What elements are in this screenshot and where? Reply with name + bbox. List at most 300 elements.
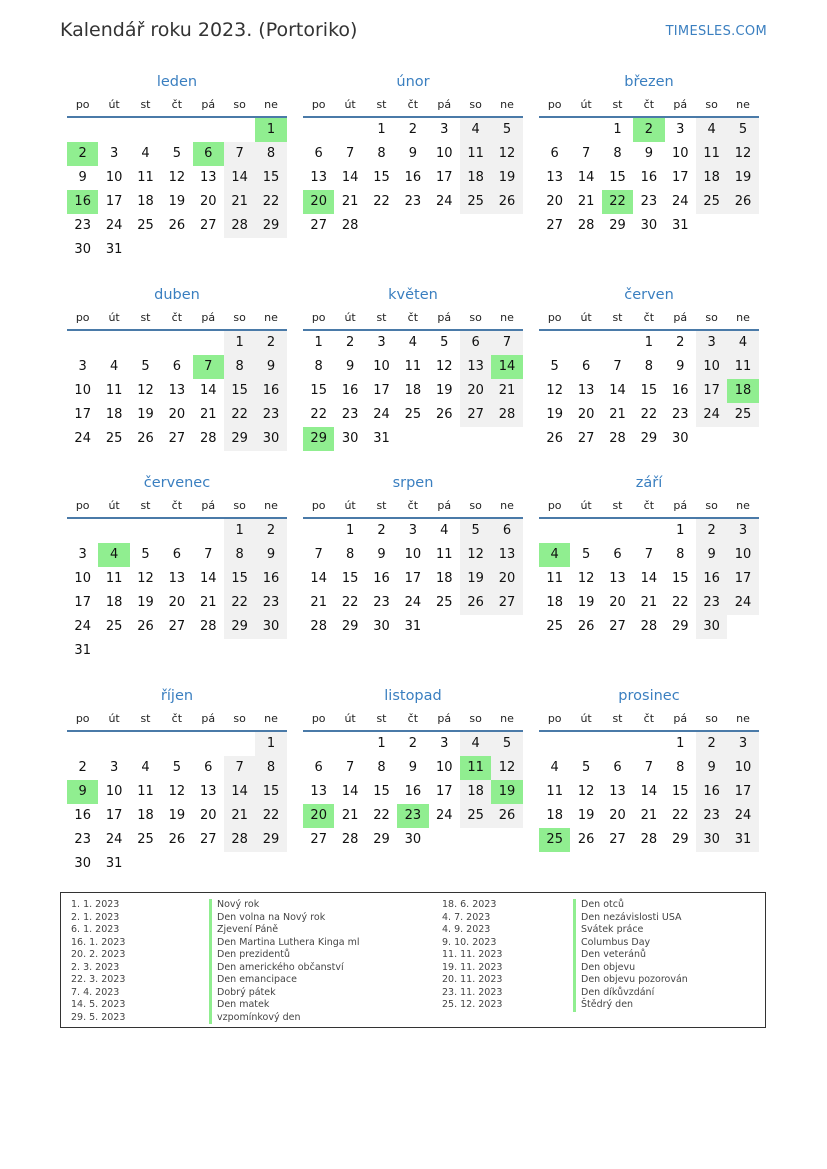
day-cell: 20 (609, 595, 626, 610)
day-cell: 29 (671, 832, 689, 847)
day-cell: 10 (74, 571, 91, 586)
day-cell: 6 (581, 359, 591, 374)
empty-cell (161, 732, 192, 756)
week-row (539, 166, 759, 190)
week-row (539, 118, 759, 142)
day-cell: 6 (314, 146, 323, 161)
day-cell: 8 (377, 146, 386, 161)
day-cell: 19 (577, 595, 595, 610)
day-cell: 19 (168, 194, 186, 209)
weekday-label: st (140, 311, 151, 324)
day-cell: 27 (199, 218, 217, 233)
empty-cell (633, 519, 664, 543)
weekday-label: čt (407, 98, 419, 111)
day-cell: 10 (105, 170, 123, 185)
day-cell: 20 (577, 407, 595, 422)
day-cell: 17 (404, 571, 422, 586)
day-cell: 13 (168, 571, 186, 586)
weekday-label: so (233, 311, 246, 324)
day-cell: 26 (577, 832, 595, 847)
day-cell: 7 (345, 146, 355, 161)
day-cell: 21 (640, 595, 658, 610)
day-cell: 14 (609, 383, 626, 398)
month-name: říjen (160, 688, 194, 704)
day-cell: 28 (199, 619, 217, 634)
weekday-label: pá (437, 499, 452, 512)
day-cell: 15 (341, 571, 359, 586)
weekend-day-cell: 1 (255, 732, 286, 756)
weekend-day-cell: 28 (224, 828, 255, 852)
day-cell: 28 (609, 431, 626, 446)
day-cell: 2 (377, 523, 386, 538)
week-row (67, 166, 287, 190)
weekend-day-cell: 3 (696, 331, 727, 355)
legend-holiday-name: Den otců (573, 899, 688, 912)
weekend-day-cell: 10 (727, 543, 758, 567)
day-cell: 31 (74, 643, 91, 658)
weekday-header (303, 495, 523, 519)
month-name: červenec (143, 475, 211, 491)
day-cell: 29 (341, 619, 359, 634)
weekday-label: so (705, 98, 718, 111)
week-row (67, 214, 287, 238)
day-cell: 26 (577, 619, 595, 634)
empty-cell (161, 639, 192, 663)
day-cell: 25 (404, 407, 422, 422)
week-row (539, 331, 759, 355)
day-cell: 4 (440, 523, 449, 538)
weekend-day-cell: 26 (460, 591, 491, 615)
weekend-day-cell: 23 (696, 591, 727, 615)
weekend-day-cell: 7 (224, 142, 255, 166)
weekday-label: út (344, 311, 356, 324)
empty-cell (224, 639, 255, 663)
weekday-header (67, 495, 287, 519)
weekend-day-cell: 23 (255, 591, 286, 615)
day-cell: 17 (373, 383, 390, 398)
legend-date: 22. 3. 2023 (71, 974, 126, 985)
weekend-day-cell: 11 (727, 355, 758, 379)
day-cell: 27 (577, 431, 595, 446)
weekend-day-cell: 17 (727, 567, 758, 591)
day-cell: 9 (377, 547, 386, 562)
legend-date: 25. 12. 2023 (442, 999, 503, 1010)
empty-cell (98, 118, 129, 142)
day-cell: 15 (671, 571, 689, 586)
weekday-label: st (140, 499, 151, 512)
day-cell: 19 (546, 407, 563, 422)
legend-date: 23. 11. 2023 (442, 986, 503, 998)
empty-cell (193, 732, 224, 756)
weekday-label: ne (264, 98, 278, 111)
empty-cell (366, 214, 397, 238)
weekend-day-cell: 16 (696, 567, 727, 591)
day-cell: 1 (377, 122, 386, 137)
day-cell: 30 (74, 242, 91, 257)
weekend-day-cell: 11 (696, 142, 727, 166)
weekday-label: po (75, 311, 90, 324)
day-cell: 8 (644, 359, 653, 374)
month-name: prosinec (618, 688, 680, 704)
day-cell: 1 (345, 523, 355, 538)
day-cell: 6 (613, 760, 622, 775)
day-cell: 1 (676, 523, 685, 538)
legend-dates-right (442, 899, 502, 1012)
day-cell: 21 (310, 595, 327, 610)
day-cell: 18 (137, 194, 154, 209)
day-cell: 28 (640, 619, 658, 634)
empty-cell (130, 519, 161, 543)
weekday-label: so (705, 311, 718, 324)
weekend-day-cell: 4 (696, 118, 727, 142)
weekend-day-cell: 31 (727, 828, 758, 852)
holiday-day-cell: 14 (491, 355, 522, 379)
empty-cell (727, 214, 758, 238)
holiday-day-cell: 18 (727, 379, 758, 403)
empty-cell (224, 852, 255, 876)
empty-cell (193, 852, 224, 876)
weekday-header (67, 94, 287, 118)
weekday-header (539, 94, 759, 118)
weekday-label: po (311, 311, 326, 324)
weekend-day-cell: 15 (255, 780, 286, 804)
week-row (303, 118, 523, 142)
day-cell: 17 (435, 170, 453, 185)
day-cell: 5 (141, 359, 150, 374)
weekday-label: ne (736, 499, 750, 512)
day-cell: 17 (74, 407, 91, 422)
legend-date: 20. 2. 2023 (71, 949, 126, 960)
week-row (539, 615, 759, 639)
empty-cell (255, 852, 286, 876)
empty-cell (602, 331, 633, 355)
day-cell: 11 (546, 784, 563, 799)
weekday-label: po (75, 499, 90, 512)
legend-holiday-name: Den Martina Luthera Kinga ml (209, 937, 360, 950)
day-cell: 3 (78, 359, 87, 374)
day-cell: 27 (609, 619, 626, 634)
day-cell: 4 (141, 146, 150, 161)
weekday-label: po (547, 712, 562, 725)
week-row (303, 355, 523, 379)
day-cell: 17 (435, 784, 453, 799)
week-row (539, 804, 759, 828)
day-cell: 23 (373, 595, 390, 610)
empty-cell (255, 639, 286, 663)
day-cell: 21 (609, 407, 626, 422)
day-cell: 15 (609, 170, 626, 185)
week-row (67, 567, 287, 591)
month-name: březen (624, 74, 674, 90)
weekend-day-cell: 7 (491, 331, 522, 355)
day-cell: 29 (609, 218, 626, 233)
day-cell: 28 (341, 832, 359, 847)
weekday-label: čt (643, 98, 655, 111)
month-block (539, 70, 759, 238)
weekend-day-cell: 25 (460, 190, 491, 214)
weekday-label: pá (437, 98, 452, 111)
day-cell: 5 (581, 547, 591, 562)
legend-date: 4. 9. 2023 (442, 924, 491, 935)
weekday-label: st (140, 98, 151, 111)
day-cell: 25 (137, 832, 154, 847)
empty-cell (460, 214, 491, 238)
weekday-label: čt (643, 499, 655, 512)
weekend-day-cell: 2 (255, 331, 286, 355)
empty-cell (491, 214, 522, 238)
day-cell: 24 (671, 194, 689, 209)
day-cell: 24 (373, 407, 390, 422)
weekend-day-cell: 15 (224, 379, 255, 403)
weekend-day-cell: 29 (224, 615, 255, 639)
weekend-day-cell: 19 (727, 166, 758, 190)
month-block (67, 70, 287, 262)
holiday-legend (60, 892, 766, 1028)
day-cell: 4 (408, 335, 417, 350)
weekend-day-cell: 5 (491, 732, 522, 756)
day-cell: 23 (341, 407, 359, 422)
day-cell: 12 (435, 359, 453, 374)
weekday-label: so (705, 499, 718, 512)
empty-cell (602, 519, 633, 543)
day-cell: 5 (172, 760, 181, 775)
page-title: Kalendář roku 2023. (Portoriko) (60, 19, 358, 41)
day-cell: 9 (345, 359, 355, 374)
week-row (67, 732, 287, 756)
day-cell: 21 (341, 808, 359, 823)
day-cell: 15 (373, 170, 390, 185)
weekend-day-cell: 25 (460, 804, 491, 828)
weekend-day-cell: 30 (696, 615, 727, 639)
day-cell: 1 (314, 335, 323, 350)
day-cell: 6 (204, 760, 213, 775)
week-row (303, 828, 523, 852)
empty-cell (67, 118, 98, 142)
weekday-label: út (344, 712, 356, 725)
empty-cell (460, 828, 491, 852)
weekday-label: čt (643, 311, 655, 324)
weekday-label: st (376, 311, 387, 324)
legend-date: 14. 5. 2023 (71, 999, 126, 1010)
weekday-label: so (469, 311, 482, 324)
legend-date: 6. 1. 2023 (71, 924, 120, 935)
day-cell: 27 (199, 832, 217, 847)
day-cell: 26 (168, 832, 186, 847)
day-cell: 23 (74, 218, 91, 233)
weekend-day-cell: 19 (491, 166, 522, 190)
day-cell: 24 (105, 832, 123, 847)
weekday-label: čt (407, 311, 419, 324)
legend-dates-left (71, 899, 125, 1024)
day-cell: 14 (577, 170, 595, 185)
week-row (67, 828, 287, 852)
empty-cell (161, 118, 192, 142)
weekday-label: út (344, 98, 356, 111)
day-cell: 4 (141, 760, 150, 775)
weekend-day-cell: 16 (255, 379, 286, 403)
day-cell: 6 (172, 359, 181, 374)
legend-date: 1. 1. 2023 (71, 899, 120, 910)
holiday-day-cell: 20 (303, 190, 334, 214)
weekend-day-cell: 12 (491, 756, 522, 780)
week-row (303, 142, 523, 166)
weekend-day-cell: 28 (224, 214, 255, 238)
legend-holiday-name: Dobrý pátek (209, 987, 360, 1000)
day-cell: 13 (199, 170, 217, 185)
weekend-day-cell: 4 (460, 118, 491, 142)
empty-cell (98, 331, 129, 355)
weekday-label: po (547, 311, 562, 324)
empty-cell (303, 732, 334, 756)
empty-cell (255, 238, 286, 262)
holiday-day-cell: 22 (602, 190, 633, 214)
day-cell: 23 (404, 194, 422, 209)
day-cell: 16 (640, 170, 658, 185)
week-row (67, 238, 287, 262)
weekend-day-cell: 3 (727, 732, 758, 756)
empty-cell (130, 331, 161, 355)
holiday-day-cell: 2 (67, 142, 98, 166)
brand-link[interactable]: TIMESLES.COM (665, 24, 767, 39)
empty-cell (696, 427, 727, 451)
legend-holiday-name: vzpomínkový den (209, 1012, 360, 1025)
weekday-label: pá (673, 311, 688, 324)
day-cell: 18 (105, 595, 123, 610)
day-cell: 2 (78, 760, 87, 775)
day-cell: 1 (644, 335, 653, 350)
day-cell: 3 (440, 736, 449, 751)
day-cell: 20 (168, 595, 186, 610)
weekend-day-cell: 2 (696, 519, 727, 543)
weekend-day-cell: 30 (255, 615, 286, 639)
weekday-label: st (612, 712, 623, 725)
legend-date: 19. 11. 2023 (442, 961, 503, 973)
month-name: květen (388, 287, 438, 303)
holiday-day-cell: 6 (193, 142, 224, 166)
legend-date: 20. 11. 2023 (442, 974, 503, 985)
day-cell: 11 (404, 359, 422, 374)
weekend-day-cell: 20 (460, 379, 491, 403)
day-cell: 18 (435, 571, 453, 586)
day-cell: 20 (199, 808, 217, 823)
day-cell: 9 (408, 760, 417, 775)
weekend-day-cell: 17 (696, 379, 727, 403)
day-cell: 17 (105, 194, 123, 209)
day-cell: 31 (671, 218, 689, 233)
empty-cell (397, 214, 428, 238)
week-row (67, 804, 287, 828)
day-cell: 28 (341, 218, 359, 233)
week-row (539, 591, 759, 615)
legend-holiday-name: Zjevení Páně (209, 924, 360, 937)
weekend-day-cell: 30 (696, 828, 727, 852)
empty-cell (570, 118, 601, 142)
legend-holiday-name: Den díkůvzdání (573, 987, 688, 1000)
weekday-label: út (580, 499, 592, 512)
day-cell: 7 (314, 547, 323, 562)
weekday-label: čt (407, 499, 419, 512)
weekday-label: čt (171, 712, 183, 725)
weekend-day-cell: 24 (727, 804, 758, 828)
day-cell: 12 (137, 383, 154, 398)
weekend-day-cell: 8 (255, 756, 286, 780)
weekend-day-cell: 12 (491, 142, 522, 166)
week-row (303, 214, 523, 238)
week-row (303, 804, 523, 828)
legend-date: 16. 1. 2023 (71, 936, 126, 948)
weekend-day-cell: 18 (696, 166, 727, 190)
day-cell: 15 (640, 383, 658, 398)
day-cell: 27 (546, 218, 563, 233)
weekday-label: ne (736, 712, 750, 725)
week-row (67, 615, 287, 639)
week-row (303, 427, 523, 451)
legend-holiday-name: Den nezávislosti USA (573, 912, 688, 925)
week-row (303, 331, 523, 355)
weekday-label: pá (673, 98, 688, 111)
holiday-day-cell: 1 (255, 118, 286, 142)
month-block (303, 684, 523, 852)
week-row (303, 166, 523, 190)
day-cell: 24 (74, 431, 91, 446)
empty-cell (570, 331, 601, 355)
weekday-label: po (75, 98, 90, 111)
weekend-day-cell: 14 (224, 780, 255, 804)
day-cell: 13 (577, 383, 595, 398)
weekend-day-cell: 22 (255, 804, 286, 828)
weekend-day-cell: 29 (255, 828, 286, 852)
day-cell: 26 (137, 431, 154, 446)
month-block (539, 684, 759, 852)
legend-holiday-name: Den prezidentů (209, 949, 360, 962)
weekend-day-cell: 23 (255, 403, 286, 427)
day-cell: 11 (105, 571, 123, 586)
day-cell: 1 (613, 122, 622, 137)
day-cell: 8 (345, 547, 355, 562)
day-cell: 10 (435, 760, 453, 775)
weekend-day-cell: 2 (696, 732, 727, 756)
week-row (303, 403, 523, 427)
holiday-day-cell: 4 (98, 543, 129, 567)
weekday-label: ne (264, 712, 278, 725)
day-cell: 31 (105, 856, 123, 871)
empty-cell (633, 732, 664, 756)
day-cell: 3 (109, 760, 119, 775)
week-row (67, 519, 287, 543)
holiday-day-cell: 7 (193, 355, 224, 379)
week-row (303, 567, 523, 591)
day-cell: 13 (310, 170, 327, 185)
day-cell: 25 (546, 619, 563, 634)
week-row (539, 828, 759, 852)
empty-cell (98, 639, 129, 663)
week-row (539, 756, 759, 780)
week-row (67, 780, 287, 804)
week-row (539, 567, 759, 591)
day-cell: 10 (373, 359, 390, 374)
week-row (67, 756, 287, 780)
weekend-day-cell: 21 (491, 379, 522, 403)
day-cell: 22 (341, 595, 359, 610)
weekend-day-cell: 9 (255, 355, 286, 379)
weekend-day-cell: 25 (727, 403, 758, 427)
day-cell: 24 (105, 218, 123, 233)
day-cell: 3 (78, 547, 87, 562)
day-cell: 10 (105, 784, 123, 799)
weekend-day-cell: 1 (224, 519, 255, 543)
day-cell: 3 (377, 335, 386, 350)
weekend-day-cell: 8 (224, 543, 255, 567)
